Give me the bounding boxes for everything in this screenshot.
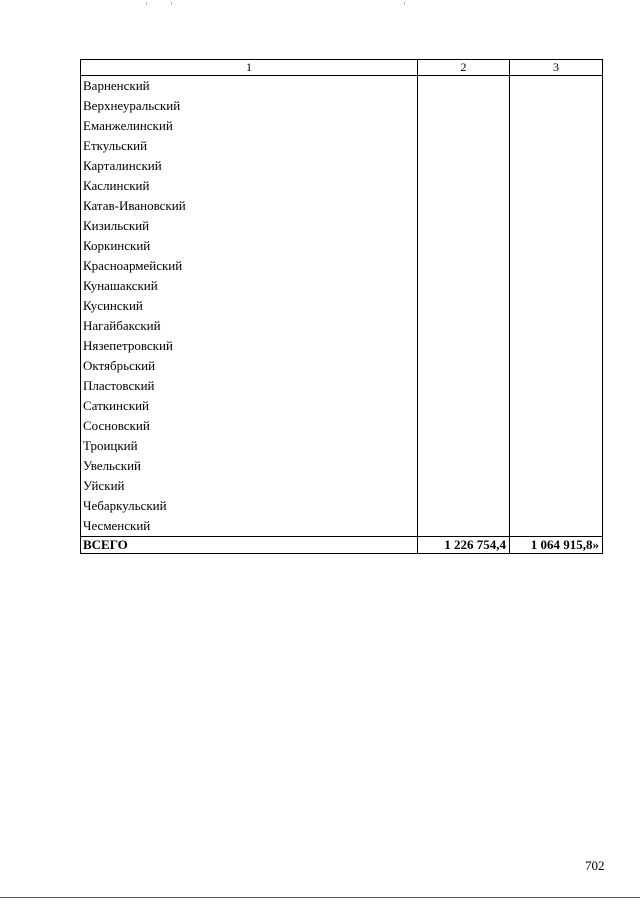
cell-col3 bbox=[510, 356, 603, 376]
table-row bbox=[81, 356, 603, 376]
cell-col3 bbox=[510, 436, 603, 456]
cell-col2 bbox=[418, 316, 510, 336]
district-name: Карталинский bbox=[81, 156, 418, 176]
cell-col2 bbox=[418, 476, 510, 496]
table-row bbox=[81, 436, 603, 456]
bottom-rule bbox=[0, 897, 640, 898]
cell-col2 bbox=[418, 156, 510, 176]
cell-col3 bbox=[510, 416, 603, 436]
scan-top-marks bbox=[0, 0, 640, 8]
column-header-3: 3 bbox=[510, 60, 603, 76]
cell-col3 bbox=[510, 476, 603, 496]
district-name: Чесменский bbox=[81, 516, 418, 537]
cell-col2 bbox=[418, 516, 510, 537]
district-name: Увельский bbox=[81, 456, 418, 476]
cell-col3 bbox=[510, 396, 603, 416]
cell-col2 bbox=[418, 136, 510, 156]
district-name: Пластовский bbox=[81, 376, 418, 396]
cell-col2 bbox=[418, 416, 510, 436]
total-col3: 1 064 915,8» bbox=[510, 537, 603, 554]
district-name: Каслинский bbox=[81, 176, 418, 196]
cell-col2 bbox=[418, 116, 510, 136]
cell-col2 bbox=[418, 336, 510, 356]
cell-col2 bbox=[418, 256, 510, 276]
district-name: Саткинский bbox=[81, 396, 418, 416]
cell-col3 bbox=[510, 496, 603, 516]
table-row bbox=[81, 296, 603, 316]
column-header-2: 2 bbox=[418, 60, 510, 76]
district-name: Еткульский bbox=[81, 136, 418, 156]
page-number: 702 bbox=[585, 858, 605, 873]
budget-table bbox=[80, 59, 603, 554]
cell-col3 bbox=[510, 316, 603, 336]
cell-col2 bbox=[418, 96, 510, 116]
table-row bbox=[81, 376, 603, 396]
total-row bbox=[81, 537, 603, 554]
table-row bbox=[81, 256, 603, 276]
cell-col3 bbox=[510, 156, 603, 176]
district-name: Троицкий bbox=[81, 436, 418, 456]
table-row bbox=[81, 476, 603, 496]
table-row bbox=[81, 456, 603, 476]
total-col2: 1 226 754,4 bbox=[418, 537, 510, 554]
district-name: Кунашакский bbox=[81, 276, 418, 296]
district-name: Кизильский bbox=[81, 216, 418, 236]
cell-col2 bbox=[418, 376, 510, 396]
district-name: Чебаркульский bbox=[81, 496, 418, 516]
table-row bbox=[81, 216, 603, 236]
table-row bbox=[81, 76, 603, 97]
cell-col2 bbox=[418, 216, 510, 236]
cell-col2 bbox=[418, 496, 510, 516]
district-name: Варненский bbox=[81, 76, 418, 97]
district-name: Еманжелинский bbox=[81, 116, 418, 136]
district-name: Сосновский bbox=[81, 416, 418, 436]
district-name: Верхнеуральский bbox=[81, 96, 418, 116]
cell-col3 bbox=[510, 336, 603, 356]
table-row bbox=[81, 276, 603, 296]
table-row bbox=[81, 496, 603, 516]
table-row bbox=[81, 316, 603, 336]
cell-col3 bbox=[510, 376, 603, 396]
cell-col2 bbox=[418, 436, 510, 456]
district-name: Октябрьский bbox=[81, 356, 418, 376]
cell-col2 bbox=[418, 296, 510, 316]
cell-col3 bbox=[510, 76, 603, 97]
table-row bbox=[81, 416, 603, 436]
table-row bbox=[81, 116, 603, 136]
table-row bbox=[81, 336, 603, 356]
district-name: Красноармейский bbox=[81, 256, 418, 276]
cell-col3 bbox=[510, 256, 603, 276]
district-name: Коркинский bbox=[81, 236, 418, 256]
cell-col3 bbox=[510, 516, 603, 537]
cell-col3 bbox=[510, 116, 603, 136]
cell-col3 bbox=[510, 456, 603, 476]
district-name: Кусинский bbox=[81, 296, 418, 316]
cell-col2 bbox=[418, 196, 510, 216]
column-header-1: 1 bbox=[81, 60, 418, 76]
cell-col2 bbox=[418, 276, 510, 296]
cell-col3 bbox=[510, 136, 603, 156]
cell-col3 bbox=[510, 296, 603, 316]
cell-col2 bbox=[418, 456, 510, 476]
table-header-row bbox=[81, 60, 603, 76]
cell-col2 bbox=[418, 76, 510, 97]
cell-col3 bbox=[510, 96, 603, 116]
cell-col2 bbox=[418, 176, 510, 196]
district-name: Катав-Ивановский bbox=[81, 196, 418, 216]
table-row bbox=[81, 236, 603, 256]
district-name: Уйский bbox=[81, 476, 418, 496]
district-name: Нагайбакский bbox=[81, 316, 418, 336]
cell-col3 bbox=[510, 236, 603, 256]
cell-col3 bbox=[510, 196, 603, 216]
cell-col3 bbox=[510, 176, 603, 196]
table-row bbox=[81, 176, 603, 196]
table-row bbox=[81, 396, 603, 416]
cell-col2 bbox=[418, 236, 510, 256]
district-name: Нязепетровский bbox=[81, 336, 418, 356]
table-row bbox=[81, 196, 603, 216]
cell-col3 bbox=[510, 216, 603, 236]
table-row bbox=[81, 156, 603, 176]
cell-col2 bbox=[418, 356, 510, 376]
cell-col3 bbox=[510, 276, 603, 296]
cell-col2 bbox=[418, 396, 510, 416]
total-label: ВСЕГО bbox=[81, 537, 418, 554]
table-row bbox=[81, 516, 603, 537]
table-row bbox=[81, 96, 603, 116]
table-row bbox=[81, 136, 603, 156]
